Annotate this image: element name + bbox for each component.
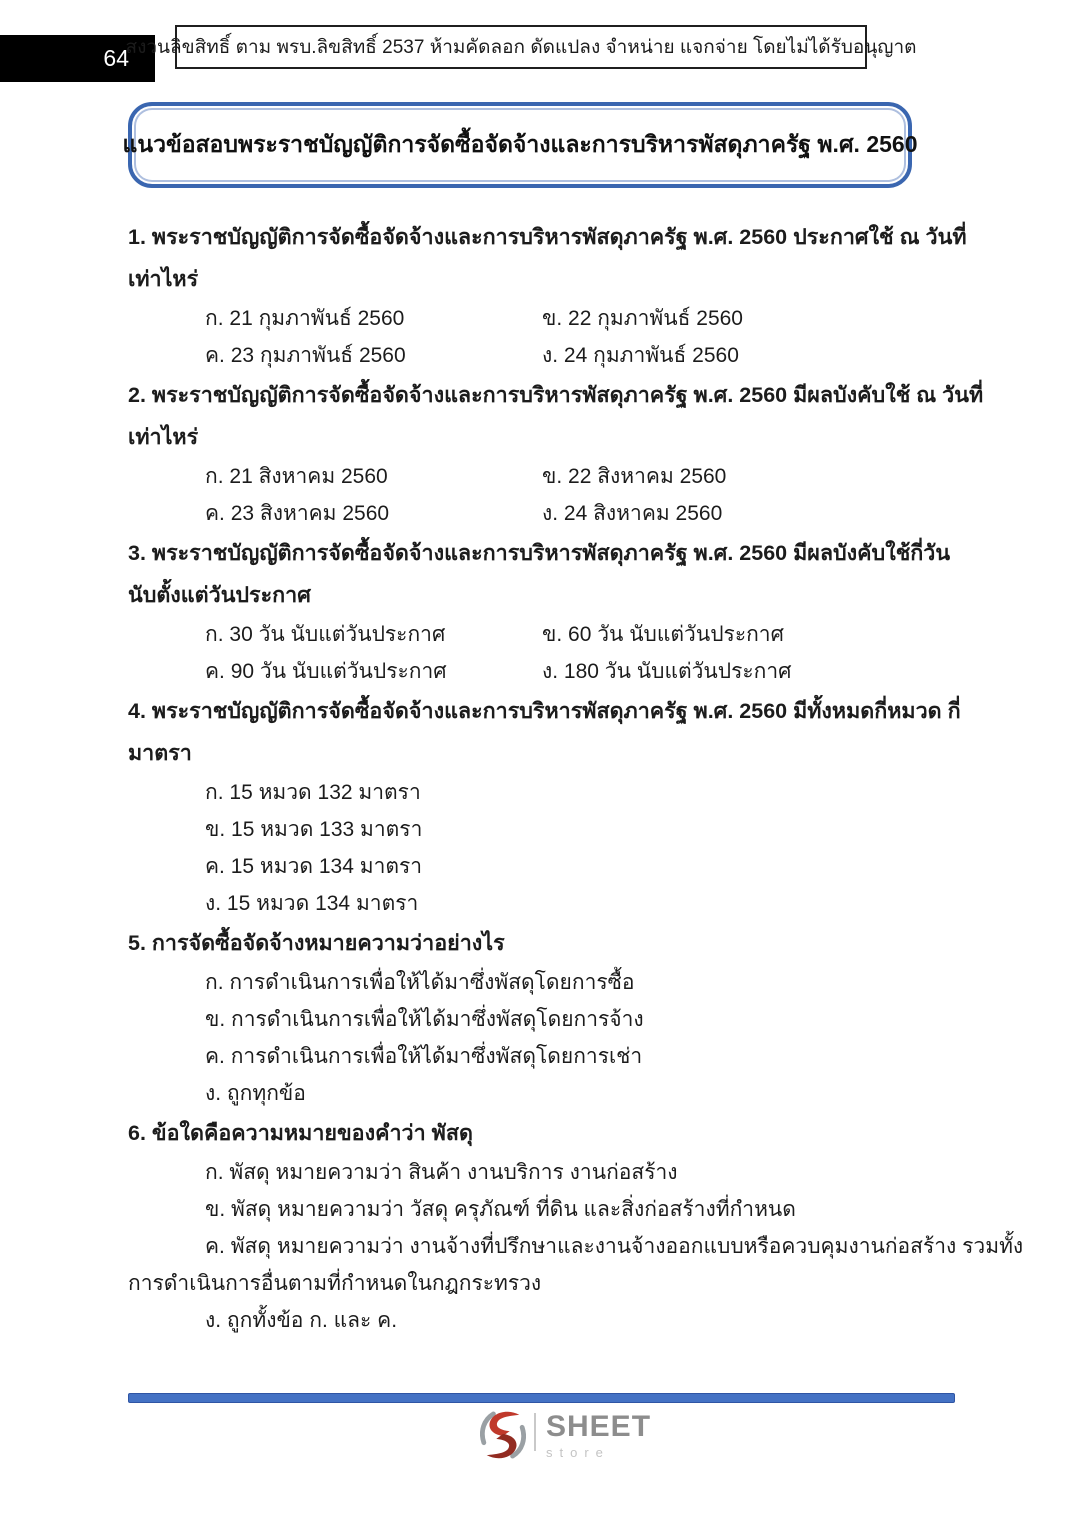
question-1-option-b: ข. 22 กุมภาพันธ์ 2560: [542, 307, 743, 330]
copyright-notice-box: [125, 25, 917, 69]
brand-name: SHEET: [546, 1410, 652, 1443]
question-2-stem-line-1: 2. พระราชบัญญัติการจัดซื้อจัดจ้างและการบริหารพัสดุภาครัฐ พ.ศ. 2560 มีผลบังคับใช้ ณ วันที่: [128, 383, 984, 407]
question-1-options-row-1: [128, 300, 950, 337]
question-5-option-c: ค. การดำเนินการเพื่อให้ได้มาซึ่งพัสดุโดยการเช่า: [205, 1045, 643, 1068]
question-4-option-b: ข. 15 หมวด 133 มาตรา: [205, 818, 423, 841]
question-3-option-a: ก. 30 วัน นับแต่วันประกาศ: [205, 623, 446, 646]
question-5-option-b: ข. การดำเนินการเพื่อให้ได้มาซึ่งพัสดุโดยการจ้าง: [205, 1008, 644, 1031]
question-6: [128, 1112, 1024, 1339]
question-2-option-a: ก. 21 สิงหาคม 2560: [205, 465, 388, 488]
question-6-option-b: ข. พัสดุ หมายความว่า วัสดุ ครุภัณฑ์ ที่ดิน และสิ่งก่อสร้างที่กำหนด: [205, 1198, 796, 1221]
question-4-stem-line-1: 4. พระราชบัญญัติการจัดซื้อจัดจ้างและการบริหารพัสดุภาครัฐ พ.ศ. 2560 มีทั้งหมดกี่หมวด กี่: [128, 699, 961, 723]
question-1-options-row-2: [128, 337, 950, 374]
question-2-options-row-2: [128, 495, 950, 532]
question-6-option-c-continuation: การดำเนินการอื่นตามที่กำหนดในกฎกระทรวง: [128, 1272, 542, 1295]
exam-title-box: [122, 102, 918, 188]
question-5: [128, 922, 950, 1112]
sheet-store-logo: [480, 1410, 651, 1460]
question-2-option-b: ข. 22 สิงหาคม 2560: [542, 465, 727, 488]
question-3-options-row-1: [128, 616, 950, 653]
question-3-option-c: ค. 90 วัน นับแต่วันประกาศ: [205, 660, 447, 683]
question-4-stem-line-2: มาตรา: [128, 741, 192, 765]
question-2: [128, 374, 984, 532]
question-2-options-row-1: [128, 458, 950, 495]
question-1: [128, 216, 967, 374]
question-3-option-d: ง. 180 วัน นับแต่วันประกาศ: [542, 660, 792, 683]
copyright-text: สงวนลิขสิทธิ์ ตาม พรบ.ลิขสิทธิ์ 2537 ห้ามคัดลอก ดัดแปลง จำหน่าย แจกจ่าย โดยไม่ได้รับอนุญาต: [125, 37, 917, 58]
question-4: [128, 690, 961, 922]
question-4-option-a: ก. 15 หมวด 132 มาตรา: [205, 781, 421, 804]
question-6-option-c: ค. พัสดุ หมายความว่า งานจ้างที่ปรึกษาและงานจ้างออกแบบหรือควบคุมงานก่อสร้าง รวมทั้ง: [205, 1235, 1024, 1258]
question-6-option-a: ก. พัสดุ หมายความว่า สินค้า งานบริการ งานก่อสร้าง: [205, 1161, 678, 1184]
question-4-option-c: ค. 15 หมวด 134 มาตรา: [205, 855, 423, 878]
question-2-stem-line-2: เท่าไหร่: [128, 425, 199, 449]
s-logo-icon: [480, 1410, 526, 1460]
question-6-stem-line-1: 6. ข้อใดคือความหมายของคำว่า พัสดุ: [128, 1121, 473, 1145]
question-5-option-a: ก. การดำเนินการเพื่อให้ได้มาซึ่งพัสดุโดยการซื้อ: [205, 971, 635, 994]
question-5-option-d: ง. ถูกทุกข้อ: [205, 1082, 306, 1105]
exam-title: แนวข้อสอบพระราชบัญญัติการจัดซื้อจัดจ้างและการบริหารพัสดุภาครัฐ พ.ศ. 2560: [122, 131, 918, 157]
question-1-option-d: ง. 24 กุมภาพันธ์ 2560: [542, 344, 739, 367]
question-3-options-row-2: [128, 653, 950, 690]
question-6-option-d: ง. ถูกทั้งข้อ ก. และ ค.: [205, 1309, 398, 1332]
question-5-stem-line-1: 5. การจัดซื้อจัดจ้างหมายความว่าอย่างไร: [128, 931, 505, 955]
question-2-option-c: ค. 23 สิงหาคม 2560: [205, 502, 390, 525]
question-3-stem-line-1: 3. พระราชบัญญัติการจัดซื้อจัดจ้างและการบริหารพัสดุภาครัฐ พ.ศ. 2560 มีผลบังคับใช้กี่วัน: [128, 541, 951, 565]
question-2-option-d: ง. 24 สิงหาคม 2560: [542, 502, 723, 525]
footer-divider-bar: [128, 1393, 955, 1403]
question-1-option-a: ก. 21 กุมภาพันธ์ 2560: [205, 307, 405, 330]
question-1-stem-line-2: เท่าไหร่: [128, 267, 199, 291]
question-1-option-c: ค. 23 กุมภาพันธ์ 2560: [205, 344, 406, 367]
logo-divider-line: [534, 1413, 536, 1451]
question-3: [128, 532, 950, 690]
question-3-option-b: ข. 60 วัน นับแต่วันประกาศ: [542, 623, 784, 646]
question-list: [128, 216, 1024, 1339]
question-1-stem-line-1: 1. พระราชบัญญัติการจัดซื้อจัดจ้างและการบริหารพัสดุภาครัฐ พ.ศ. 2560 ประกาศใช้ ณ วันที่: [128, 225, 967, 249]
brand-subtitle: store: [546, 1445, 610, 1460]
question-3-stem-line-2: นับตั้งแต่วันประกาศ: [128, 583, 311, 607]
page-number: 64: [103, 45, 129, 71]
question-4-option-d: ง. 15 หมวด 134 มาตรา: [205, 892, 419, 915]
brand-text-block: [546, 1410, 651, 1460]
